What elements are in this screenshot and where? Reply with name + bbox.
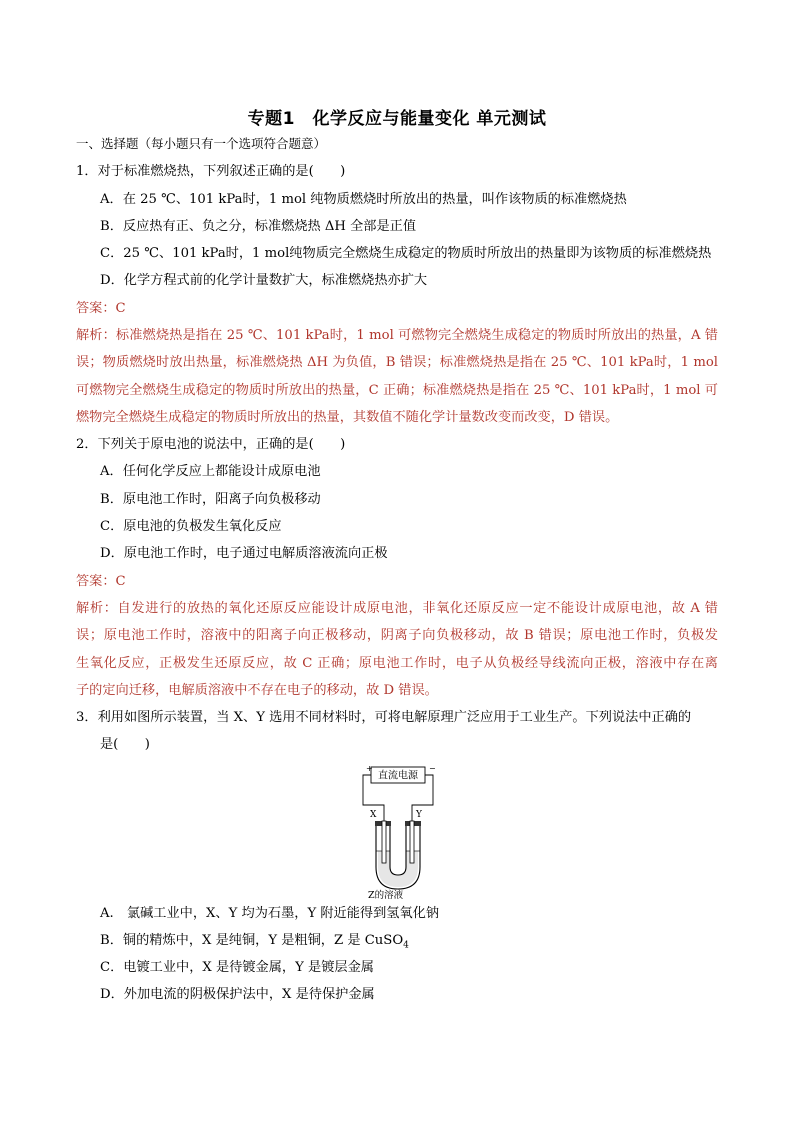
u-tube-inner — [390, 825, 406, 875]
question-2-option-a: A．任何化学反应上都能设计成原电池 — [100, 464, 321, 479]
electrode-x-label: X — [370, 810, 377, 820]
sulfate-subscript: 4 — [403, 940, 409, 951]
question-1-explanation-line: 燃物完全燃烧生成稳定的物质时所放出的热量，其数值不随化学计量数改变而改变，D 错误。 — [76, 410, 619, 425]
question-2-explanation-line: 生氧化反应，正极发生还原反应，故 C 正确；原电池工作时，电子从负极经导线流向正极，溶液中存在离 — [76, 656, 718, 671]
question-1-stem: 1．对于标准燃烧热，下列叙述正确的是( ) — [76, 164, 346, 179]
electrode-x — [382, 821, 386, 863]
question-3-option-a: A. 氯碱工业中，X、Y 均为石墨，Y 附近能得到氢氧化钠 — [100, 906, 440, 921]
question-3-option-c: C．电镀工业中，X 是待镀金属，Y 是镀层金属 — [100, 960, 374, 975]
question-1-explanation-line: 误；物质燃烧时放出热量，标准燃烧热 ΔH 为负值，B 错误；标准燃烧热是指在 25 ℃、101 kPa时，1 mol — [76, 355, 718, 370]
question-3-option-b-text: B．铜的精炼中，X 是纯铜，Y 是粗铜，Z 是 CuSO — [100, 933, 404, 948]
electrolysis-apparatus-diagram — [350, 763, 450, 895]
negative-terminal-label: − — [429, 764, 436, 773]
question-1-explanation-line: 解析：标准燃烧热是指在 25 ℃、101 kPa时，1 mol 可燃物完全燃烧生成稳定的物质时所放出的热量，A 错 — [76, 328, 718, 343]
question-2-answer: 答案：C — [76, 574, 126, 589]
question-3-stem-continued: 是( ) — [100, 737, 150, 752]
question-2-option-c: C．原电池的负极发生氧化反应 — [100, 519, 282, 534]
question-1-option-c: C．25 ℃、101 kPa时，1 mol纯物质完全燃烧生成稳定的物质时所放出的热量即为该物质的标准燃烧热 — [100, 246, 712, 261]
question-2-stem: 2．下列关于原电池的说法中，正确的是( ) — [76, 437, 346, 452]
electrode-y — [410, 821, 414, 863]
question-2-explanation-line: 子的定向迁移，电解质溶液中不存在电子的移动，故 D 错误。 — [76, 683, 438, 698]
power-supply-label: 直流电源 — [378, 770, 418, 782]
solution-label: Z的溶液 — [368, 890, 404, 901]
question-2-explanation-line: 误；原电池工作时，溶液中的阳离子向正极移动，阴离子向负极移动，故 B 错误；原电池工作时，负极发 — [76, 628, 718, 643]
question-3-option-b — [100, 932, 409, 955]
question-1-explanation-line: 可燃物完全燃烧生成稳定的物质时所放出的热量，C 正确；标准燃烧热是指在 25 ℃、101 kPa时，1 mol 可 — [76, 383, 718, 398]
electrode-y-label: Y — [416, 810, 422, 820]
positive-terminal-label: + — [366, 764, 373, 773]
question-2-explanation-line: 解析：自发进行的放热的氧化还原反应能设计成原电池，非氧化还原反应一定不能设计成原电池，故 A 错 — [76, 601, 718, 616]
question-2-option-b: B．原电池工作时，阳离子向负极移动 — [100, 492, 321, 507]
question-2-option-d: D．原电池工作时，电子通过电解质溶液流向正极 — [100, 546, 388, 561]
question-1-answer: 答案：C — [76, 301, 126, 316]
question-1-option-b: B．反应热有正、负之分，标准燃烧热 ΔH 全部是正值 — [100, 219, 417, 234]
section-heading: 一、选择题（每小题只有一个选项符合题意） — [76, 136, 327, 151]
question-3-option-d: D．外加电流的阴极保护法中，X 是待保护金属 — [100, 987, 375, 1002]
question-1-option-d: D．化学方程式前的化学计量数扩大，标准燃烧热亦扩大 — [100, 273, 428, 288]
page-title: 专题1 化学反应与能量变化 单元测试 — [247, 109, 547, 129]
question-3-stem: 3．利用如图所示装置，当 X、Y 选用不同材料时，可将电解原理广泛应用于工业生产。下列说法中正确的 — [76, 710, 692, 725]
question-1-option-a: A．在 25 ℃、101 kPa时，1 mol 纯物质燃烧时所放出的热量，叫作该物质的标准燃烧热 — [100, 192, 627, 207]
